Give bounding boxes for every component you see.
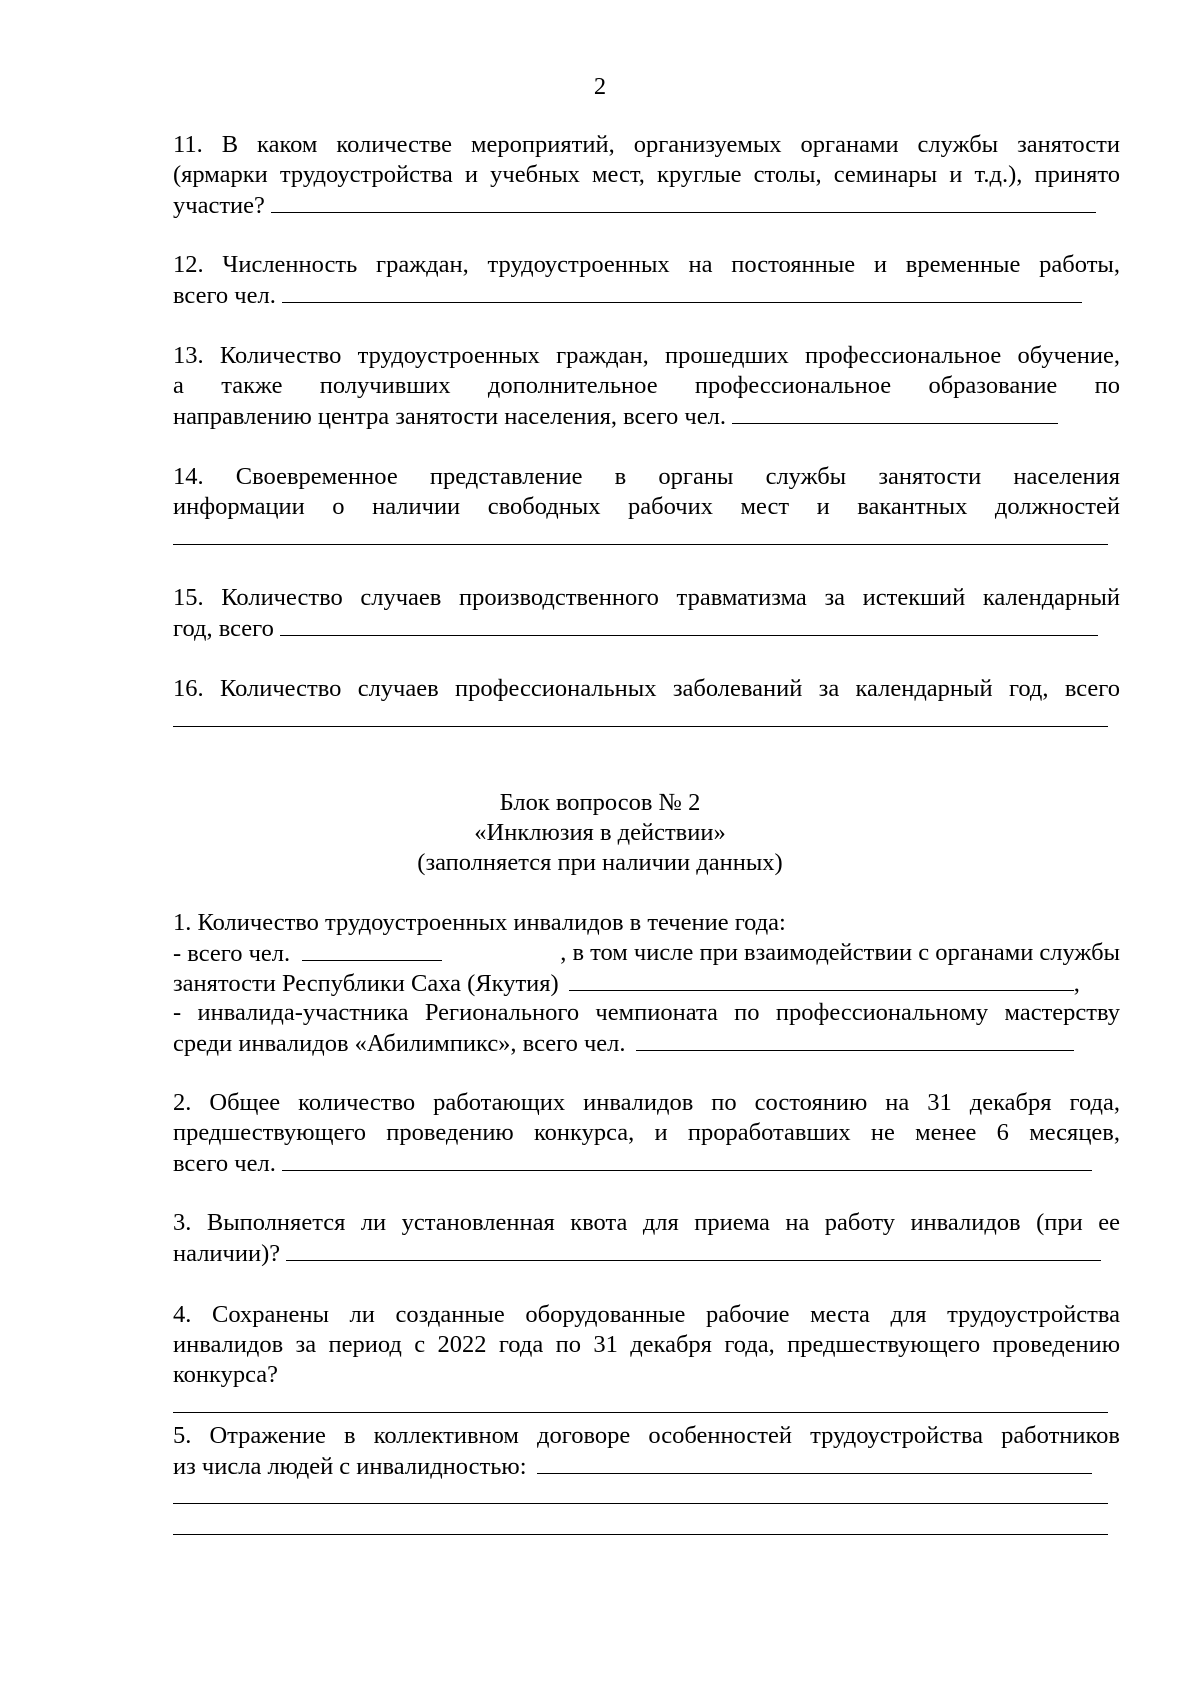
b2q3-line2 bbox=[173, 1238, 1120, 1268]
question-16 bbox=[173, 674, 1120, 727]
q13-line2: а также получивших дополнительное профессиональное образование по bbox=[173, 372, 1120, 399]
q13-label: направлению центра занятости населения, всего чел. bbox=[173, 403, 726, 430]
q15-line1: 15. Количество случаев производственного травматизма за истекший календарный bbox=[173, 584, 1120, 611]
b2q3-line1: 3. Выполняется ли установленная квота для приема на работу инвалидов (при ее bbox=[173, 1209, 1120, 1236]
block2-question-4 bbox=[173, 1300, 1120, 1413]
q14-answer-line[interactable] bbox=[173, 522, 1108, 545]
question-12 bbox=[173, 250, 1120, 310]
block2-question-2 bbox=[173, 1088, 1120, 1178]
b2q4-line3: конкурса? bbox=[173, 1361, 278, 1388]
b2q1-total-group bbox=[173, 938, 442, 968]
q12-label: всего чел. bbox=[173, 282, 276, 309]
block2-question-1 bbox=[173, 908, 1120, 1058]
question-13 bbox=[173, 341, 1120, 431]
b2q1-abilympics-answer-line[interactable] bbox=[636, 1028, 1074, 1051]
question-15 bbox=[173, 583, 1120, 643]
b2q1-cooperation-text: , в том числе при взаимодействии с органами службы bbox=[560, 939, 1120, 966]
b2q3-label: наличии)? bbox=[173, 1240, 281, 1267]
q16-answer-line[interactable] bbox=[173, 704, 1108, 727]
q11-line2: (ярмарки трудоустройства и учебных мест, круглые столы, семинары и т.д.), принято bbox=[173, 161, 1120, 188]
b2q1-employment-label: занятости Республики Саха (Якутия) bbox=[173, 970, 559, 997]
b2q1-line3 bbox=[173, 968, 1120, 998]
b2q5-line1: 5. Отражение в коллективном договоре особенностей трудоустройства работников bbox=[173, 1422, 1120, 1449]
q14-line2: информации о наличии свободных рабочих мест и вакантных должностей bbox=[173, 493, 1120, 520]
b2q4-line1: 4. Сохранены ли созданные оборудованные рабочие места для трудоустройства bbox=[173, 1301, 1120, 1328]
q13-line1: 13. Количество трудоустроенных граждан, прошедших профессиональное обучение, bbox=[173, 342, 1120, 369]
q13-answer-line[interactable] bbox=[732, 401, 1058, 424]
b2q1-employment-answer-line[interactable] bbox=[569, 968, 1074, 991]
b2q1-comma: , bbox=[1073, 970, 1080, 997]
b2q4-answer-line[interactable] bbox=[173, 1390, 1108, 1413]
q16-line1: 16. Количество случаев профессиональных заболеваний за календарный год, всего bbox=[173, 675, 1120, 702]
b2q2-line2: предшествующего проведению конкурса, и проработавших не менее 6 месяцев, bbox=[173, 1119, 1120, 1146]
b2q1-line5 bbox=[173, 1028, 1120, 1058]
b2q1-abilympics-label: среди инвалидов «Абилимпикс», всего чел. bbox=[173, 1030, 626, 1057]
q13-line3 bbox=[173, 401, 1120, 431]
b2q5-label: из числа людей с инвалидностью: bbox=[173, 1453, 527, 1480]
b2q2-answer-line[interactable] bbox=[282, 1148, 1092, 1171]
b2q5-line2 bbox=[173, 1451, 1120, 1481]
b2q1-line4: - инвалида-участника Регионального чемпионата по профессиональному мастерству bbox=[173, 999, 1120, 1026]
b2q1-line1: 1. Количество трудоустроенных инвалидов в течение года: bbox=[173, 909, 786, 936]
b2q4-line2: инвалидов за период с 2022 года по 31 декабря года, предшествующего проведению bbox=[173, 1331, 1120, 1358]
b2q1-line2 bbox=[173, 938, 1120, 968]
q12-answer-line[interactable] bbox=[282, 280, 1082, 303]
b2q2-label: всего чел. bbox=[173, 1150, 276, 1177]
q14-line1: 14. Своевременное представление в органы службы занятости населения bbox=[173, 463, 1120, 490]
b2q3-answer-line[interactable] bbox=[286, 1238, 1101, 1261]
block-2-heading bbox=[0, 788, 1200, 878]
b2q5-answer-line-2[interactable] bbox=[173, 1481, 1108, 1504]
block2-question-3 bbox=[173, 1208, 1120, 1268]
question-11 bbox=[173, 130, 1120, 220]
block2-question-5 bbox=[173, 1421, 1120, 1535]
q11-line3 bbox=[173, 190, 1120, 220]
b2q5-answer-line-1[interactable] bbox=[537, 1451, 1092, 1474]
q12-line2 bbox=[173, 280, 1120, 310]
q11-answer-line[interactable] bbox=[271, 190, 1096, 213]
q15-answer-line[interactable] bbox=[280, 613, 1098, 636]
b2q1-total-label: - всего чел. bbox=[173, 940, 291, 967]
q11-line1: 11. В каком количестве мероприятий, организуемых органами службы занятости bbox=[173, 131, 1120, 158]
q15-label: год, всего bbox=[173, 615, 274, 642]
block-2-title: «Инклюзия в действии» bbox=[474, 819, 726, 846]
b2q2-line3 bbox=[173, 1148, 1120, 1178]
q15-line2 bbox=[173, 613, 1120, 643]
b2q5-answer-line-3[interactable] bbox=[173, 1512, 1108, 1535]
b2q2-line1: 2. Общее количество работающих инвалидов по состоянию на 31 декабря года, bbox=[173, 1089, 1120, 1116]
block-2-note: (заполняется при наличии данных) bbox=[417, 849, 783, 876]
page-number: 2 bbox=[593, 73, 607, 100]
q12-line1: 12. Численность граждан, трудоустроенных на постоянные и временные работы, bbox=[173, 251, 1120, 278]
b2q1-total-answer-line[interactable] bbox=[302, 938, 442, 961]
block-2-number: Блок вопросов № 2 bbox=[499, 789, 701, 816]
question-14 bbox=[173, 462, 1120, 545]
q11-label: участие? bbox=[173, 192, 265, 219]
